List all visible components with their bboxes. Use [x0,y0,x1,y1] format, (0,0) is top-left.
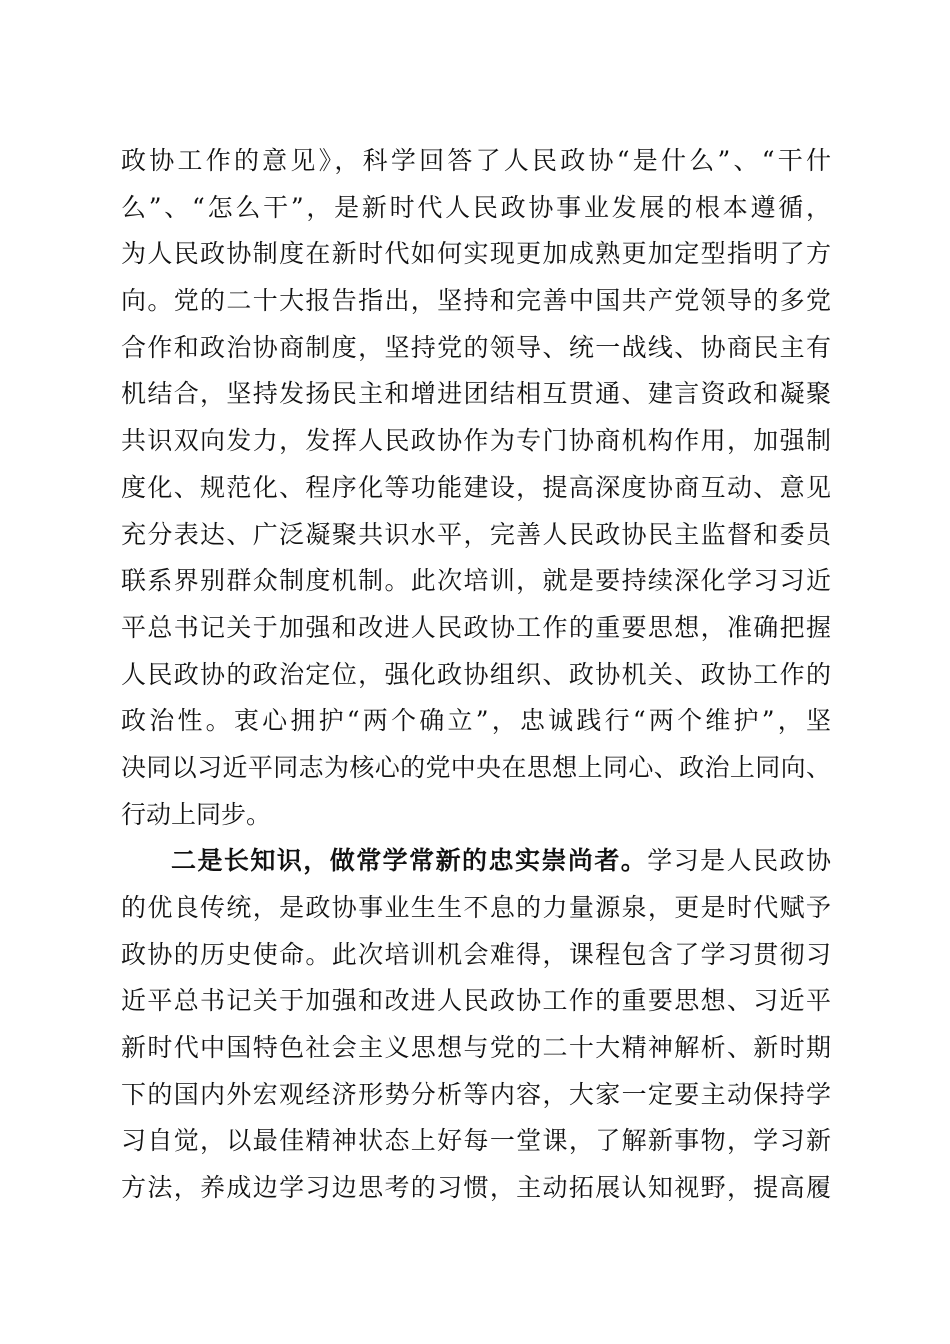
text-line: 机结合，坚持发扬民主和增进团结相互贯通、建言资政和凝聚 [121,379,831,409]
text-line: 行动上同步。 [121,799,272,829]
text-line: 合作和政治协商制度，坚持党的领导、统一战线、协商民主有 [121,332,831,362]
text-line: 政协的历史使命。此次培训机会难得，课程包含了学习贯彻习 [121,939,831,969]
text-line: 习自觉，以最佳精神状态上好每一堂课，了解新事物，学习新 [121,1126,831,1156]
text-line: 新时代中国特色社会主义思想与党的二十大精神解析、新时期 [121,1033,831,1063]
text-line: 方法，养成边学习边思考的习惯，主动拓展认知视野，提高履 [121,1173,831,1203]
text-line: 么”、“怎么干”，是新时代人民政协事业发展的根本遵循， [121,192,831,222]
text-line: 下的国内外宏观经济形势分析等内容，大家一定要主动保持学 [121,1079,831,1109]
section-heading: 二是长知识，做常学常新的忠实崇尚者。 [171,846,648,876]
text-line: 度化、规范化、程序化等功能建设，提高深度协商互动、意见 [121,472,831,502]
text-line: 近平总书记关于加强和改进人民政协工作的重要思想、习近平 [121,986,831,1016]
text-line: 向。党的二十大报告指出，坚持和完善中国共产党领导的多党 [121,286,831,316]
text-line: 平总书记关于加强和改进人民政协工作的重要思想，准确把握 [121,612,831,642]
text-line: 共识双向发力，发挥人民政协作为专门协商机构作用，加强制 [121,426,831,456]
text-line: 政协工作的意见》，科学回答了人民政协“是什么”、“干什 [121,146,831,175]
text-line: 联系界别群众制度机制。此次培训，就是要持续深化学习习近 [121,566,831,596]
text-line: 政治性。衷心拥护“两个确立”，忠诚践行“两个维护”，坚 [121,706,831,736]
section-first-line [121,838,831,885]
text-line: 决同以习近平同志为核心的党中央在思想上同心、政治上同向、 [121,752,831,782]
body-text [121,138,831,1212]
section-text-start: 学习是人民政协 [647,846,831,876]
text-line: 充分表达、广泛凝聚共识水平，完善人民政协民主监督和委员 [121,519,831,549]
text-line: 人民政协的政治定位，强化政协组织、政协机关、政协工作的 [121,659,831,689]
text-line: 的优良传统，是政协事业生生不息的力量源泉，更是时代赋予 [121,893,831,922]
text-line: 为人民政协制度在新时代如何实现更加成熟更加定型指明了方 [121,239,831,269]
